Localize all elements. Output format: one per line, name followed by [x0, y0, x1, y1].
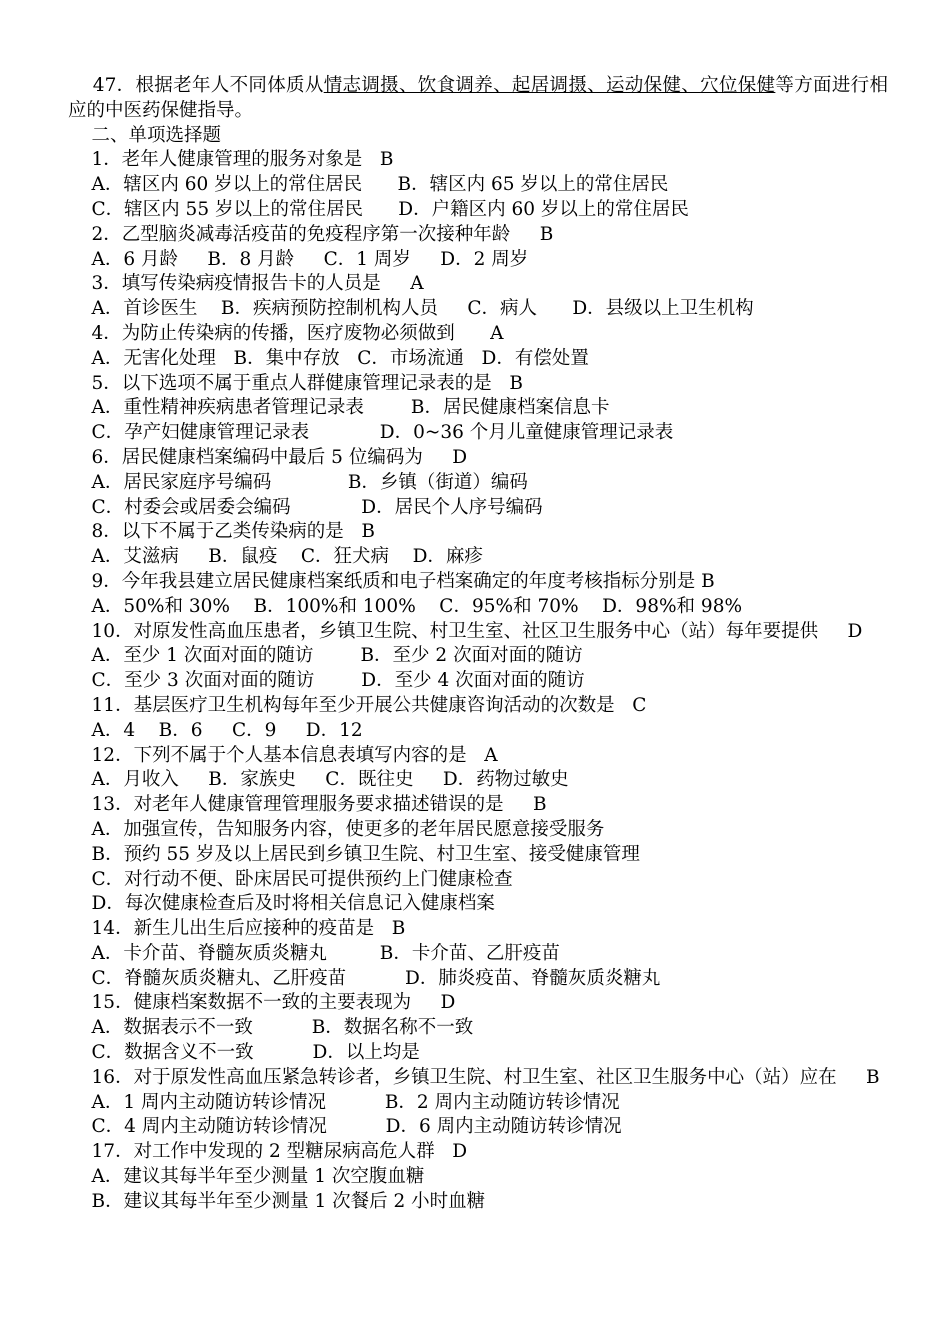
- document-page: [68, 74, 888, 1215]
- text-line: C．辖区内 55 岁以上的常住居民 D．户籍区内 60 岁以上的常住居民: [68, 198, 689, 220]
- text-line: A．至少 1 次面对面的随访 B．至少 2 次面对面的随访: [68, 645, 583, 667]
- text-line: 15．健康档案数据不一致的主要表现为 D: [68, 992, 456, 1014]
- section-heading: 二、单项选择题: [68, 124, 222, 146]
- text-line: 12．下列不属于个人基本信息表填写内容的是 A: [68, 744, 498, 766]
- q47-lead: 47．根据老年人不同体质从: [68, 75, 324, 96]
- text-line: C．村委会或居委会编码 D．居民个人序号编码: [68, 496, 543, 518]
- text-line: 8．以下不属于乙类传染病的是 B: [68, 521, 376, 543]
- text-line: 11．基层医疗卫生机构每年至少开展公共健康咨询活动的次数是 C: [68, 694, 647, 716]
- text-line: C．数据含义不一致 D．以上均是: [68, 1042, 420, 1064]
- text-line: B．预约 55 岁及以上居民到乡镇卫生院、村卫生室、接受健康管理: [68, 843, 640, 865]
- text-line: A．月收入 B．家族史 C．既往史 D．药物过敏史: [68, 769, 569, 791]
- question-16: 16．对于原发性高血压紧急转诊者，乡镇卫生院、村卫生室、社区卫生服务中心（站）应在 B: [68, 1066, 880, 1088]
- text-line: A．建议其每半年至少测量 1 次空腹血糖: [68, 1166, 425, 1188]
- text-line: 4．为防止传染病的传播，医疗废物必须做到 A: [68, 322, 504, 344]
- text-line: A．艾滋病 B．鼠疫 C．狂犬病 D．麻疹: [68, 546, 483, 568]
- text-line: C．脊髓灰质炎糖丸、乙肝疫苗 D．肺炎疫苗、脊髓灰质炎糖丸: [68, 967, 661, 989]
- text-line: 14．新生儿出生后应接种的疫苗是 B: [68, 918, 406, 940]
- text-line: D．每次健康检查后及时将相关信息记入健康档案: [68, 893, 495, 915]
- text-line: 2．乙型脑炎减毒活疫苗的免疫程序第一次接种年龄 B: [68, 223, 554, 245]
- text-line: A．4 B．6 C．9 D．12: [68, 719, 363, 741]
- text-line: 17．对工作中发现的 2 型糖尿病高危人群 D: [68, 1141, 468, 1163]
- q47-tail: 等方面进行相应的中医药保健指导。: [68, 75, 888, 121]
- text-line: 3．填写传染病疫情报告卡的人员是 A: [68, 273, 424, 295]
- text-line: A．首诊医生 B．疾病预防控制机构人员 C．病人 D．县级以上卫生机构: [68, 298, 754, 320]
- text-line: A．卡介苗、脊髓灰质炎糖丸 B．卡介苗、乙肝疫苗: [68, 942, 560, 964]
- text-line: C．至少 3 次面对面的随访 D．至少 4 次面对面的随访: [68, 670, 585, 692]
- question-47: [68, 74, 888, 124]
- q47-underlined-text: 情志调摄、饮食调养、起居调摄、运动保健、穴位保健: [323, 75, 776, 96]
- text-line: A．50%和 30% B．100%和 100% C．95%和 70% D．98%和 98%: [68, 595, 743, 617]
- text-line: A．数据表示不一致 B．数据名称不一致: [68, 1017, 474, 1039]
- text-line: A．辖区内 60 岁以上的常住居民 B．辖区内 65 岁以上的常住居民: [68, 174, 669, 196]
- text-line: 1．老年人健康管理的服务对象是 B: [68, 149, 394, 171]
- text-line: 13．对老年人健康管理管理服务要求描述错误的是 B: [68, 794, 547, 816]
- text-line: B．建议其每半年至少测量 1 次餐后 2 小时血糖: [68, 1190, 486, 1212]
- text-line: A．居民家庭序号编码 B．乡镇（街道）编码: [68, 471, 528, 493]
- question-10: 10．对原发性高血压患者，乡镇卫生院、村卫生室、社区卫生服务中心（站）每年要提供 D: [68, 620, 863, 642]
- text-line: A．无害化处理 B．集中存放 C．市场流通 D．有偿处置: [68, 347, 589, 369]
- text-line: A．加强宣传，告知服务内容，使更多的老年居民愿意接受服务: [68, 818, 605, 840]
- text-line: C．孕产妇健康管理记录表 D．0~36 个月儿童健康管理记录表: [68, 422, 674, 444]
- text-line: C．对行动不便、卧床居民可提供预约上门健康检查: [68, 868, 513, 890]
- text-line: A．6 月龄 B．8 月龄 C．1 周岁 D．2 周岁: [68, 248, 529, 270]
- text-line: 9．今年我县建立居民健康档案纸质和电子档案确定的年度考核指标分别是 B: [68, 570, 715, 592]
- text-line: A．1 周内主动随访转诊情况 B．2 周内主动随访转诊情况: [68, 1091, 620, 1113]
- text-line: A．重性精神疾病患者管理记录表 B．居民健康档案信息卡: [68, 397, 610, 419]
- text-line: C．4 周内主动随访转诊情况 D．6 周内主动随访转诊情况: [68, 1116, 622, 1138]
- text-line: 5．以下选项不属于重点人群健康管理记录表的是 B: [68, 372, 524, 394]
- text-line: 6．居民健康档案编码中最后 5 位编码为 D: [68, 446, 468, 468]
